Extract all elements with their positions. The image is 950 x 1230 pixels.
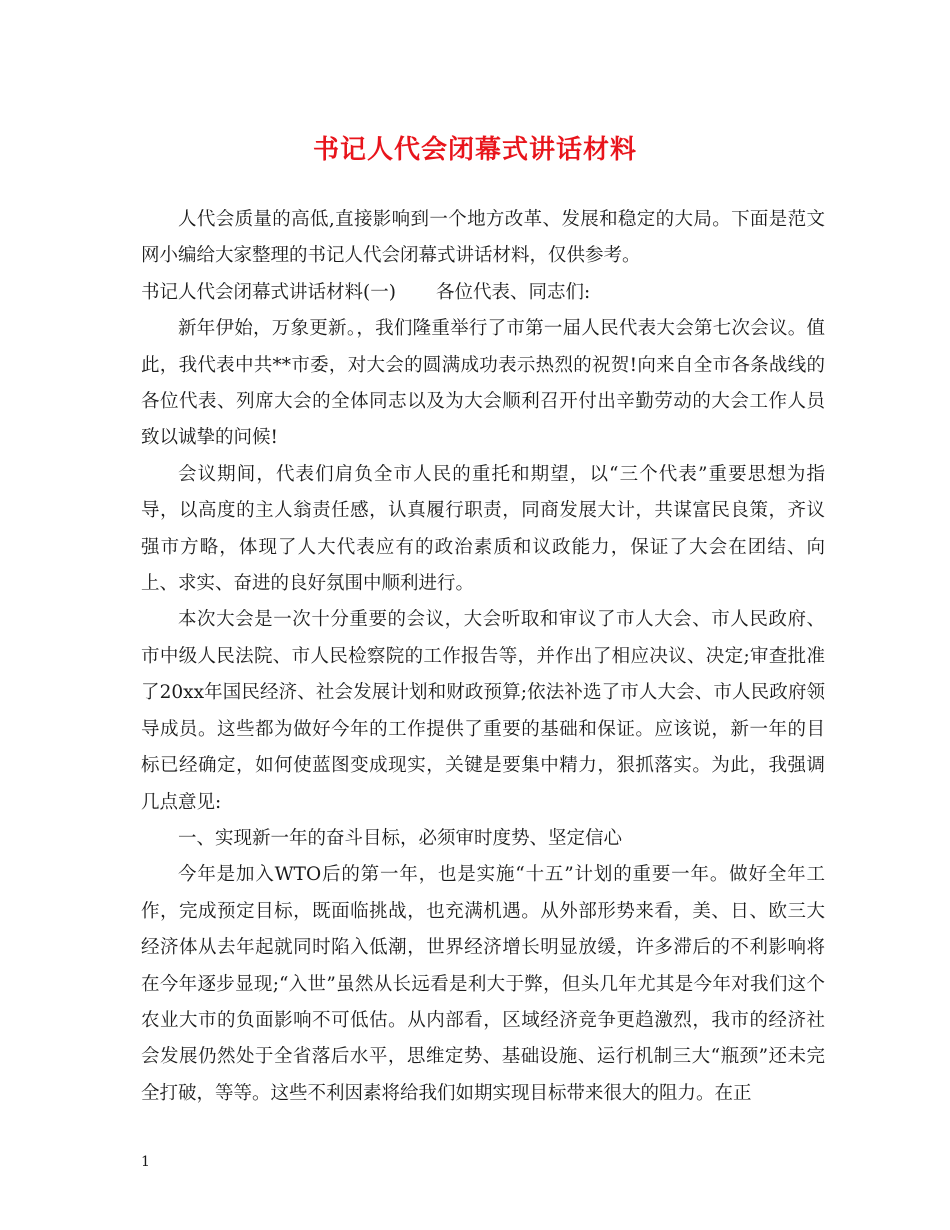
document-title: 书记人代会闭幕式讲话材料 <box>312 135 637 165</box>
body-paragraph: 会议期间，代表们肩负全市人民的重托和期望，以“三个代表”重要思想为指导，以高度的主人翁责任感，认真履行职责，同商发展大计，共谋富民良策，齐议强市方略，体现了人大代表应有的政治素质和议政能力，保证了大会在团结、向上、求实、奋进的良好氛围中顺利进行。 <box>141 463 825 595</box>
document-body <box>141 202 825 1112</box>
salutation: 各位代表、同志们: <box>435 281 591 303</box>
page-number: 1 <box>141 1154 150 1170</box>
body-paragraph: 本次大会是一次十分重要的会议，大会听取和审议了市人大会、市人民政府、市中级人民法院、市人民检察院的工作报告等，并作出了相应决议、决定;审查批准了20xx年国民经济、社会发展计划和财政预算;依法补选了市人大会、市人民政府领导成员。这些都为做好今年的工作提供了重要的基础和保证。应该说，新一年的目标已经确定，如何使蓝图变成现实，关键是要集中精力，狠抓落实。为此，我强调几点意见: <box>141 609 825 813</box>
section-heading: 书记人代会闭幕式讲话材料(一) <box>141 281 396 303</box>
body-paragraph: 今年是加入WTO后的第一年，也是实施“十五”计划的重要一年。做好全年工作，完成预定目标，既面临挑战，也充满机遇。从外部形势来看，美、日、欧三大经济体从去年起就同时陷入低潮，世界经济增长明显放缓，许多滞后的不利影响将在今年逐步显现;“入世”虽然从长远看是利大于弊，但头几年尤其是今年对我们这个农业大市的负面影响不可低估。从内部看，区域经济竞争更趋激烈，我市的经济社会发展仍然处于全省落后水平，思维定势、基础设施、运行机制三大“瓶颈”还未完全打破，等等。这些不利因素将给我们如期实现目标带来很大的阻力。在正 <box>141 864 825 1104</box>
intro-paragraph: 人代会质量的高低,直接影响到一个地方改革、发展和稳定的大局。下面是范文网小编给大家整理的书记人代会闭幕式讲话材料，仅供参考。 <box>141 209 825 267</box>
body-paragraph: 新年伊始，万象更新。，我们隆重举行了市第一届人民代表大会第七次会议。值此，我代表中共**市委，对大会的圆满成功表示热烈的祝贺!向来自全市各条战线的各位代表、列席大会的全体同志以及为大会顺利召开付出辛勤劳动的大会工作人员致以诚挚的问候! <box>141 318 825 449</box>
subheading-paragraph: 一、实现新一年的奋斗目标，必须审时度势、坚定信心 <box>178 827 623 849</box>
section-heading-line <box>141 275 825 311</box>
